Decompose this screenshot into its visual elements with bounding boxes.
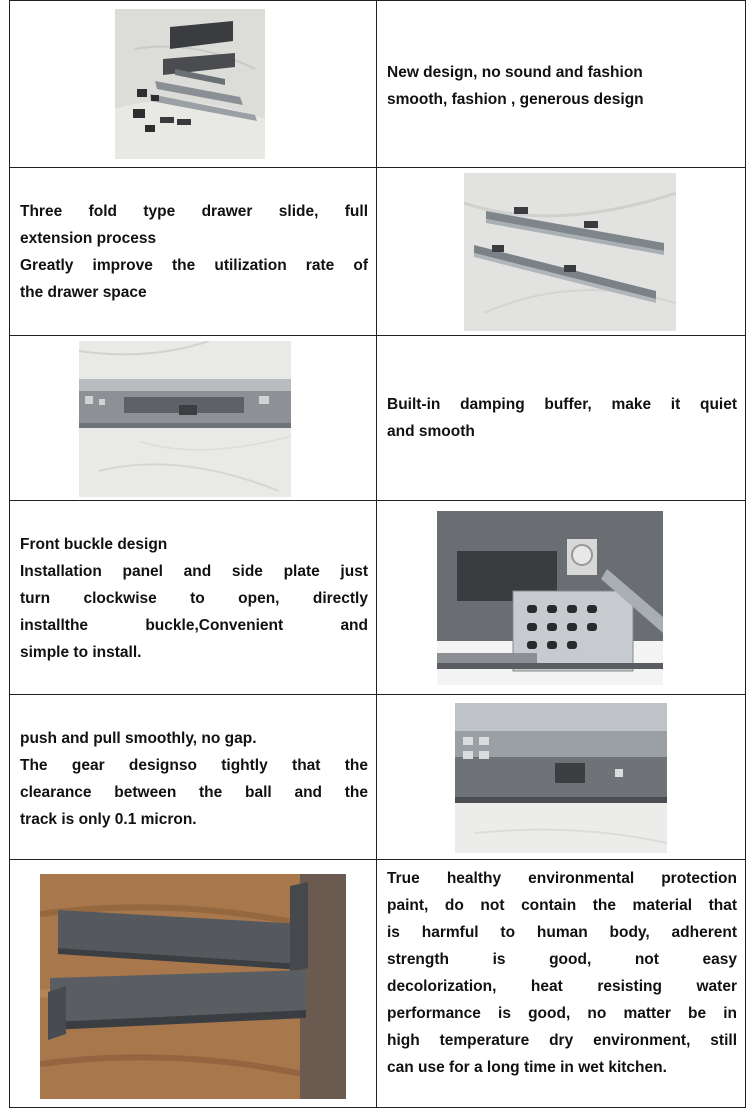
front-buckle-photo <box>437 511 663 685</box>
image-cell-6 <box>10 860 377 1107</box>
feature-text-line: the drawer space <box>20 284 147 301</box>
feature-text-line: push and pull smoothly, no gap. <box>20 730 257 747</box>
image-cell-1 <box>10 1 377 167</box>
feature-row-2 <box>10 168 745 336</box>
image-cell-5 <box>377 695 745 859</box>
feature-text-line: decolorization, heat resisting water <box>387 978 737 995</box>
feature-text-line: turn clockwise to open, directly <box>20 590 368 607</box>
feature-text-line: Greatly improve the utilization rate of <box>20 257 368 274</box>
text-cell-5 <box>10 695 377 859</box>
text-cell-1 <box>377 1 745 167</box>
feature-text-line: can use for a long time in wet kitchen. <box>387 1059 667 1076</box>
feature-text-line: Installation panel and side plate just <box>20 563 368 580</box>
painted-drawer-sides-photo <box>40 874 346 1099</box>
feature-text-line: track is only 0.1 micron. <box>20 811 197 828</box>
feature-row-6 <box>10 860 745 1107</box>
text-cell-4 <box>10 501 377 694</box>
feature-row-3 <box>10 336 745 501</box>
gear-track-photo <box>455 703 667 853</box>
feature-text-line: performance is good, no matter be in <box>387 1005 737 1022</box>
drawer-slide-rails-photo <box>464 173 676 331</box>
feature-text-line: New design, no sound and fashion <box>387 64 643 81</box>
text-cell-3 <box>377 336 745 500</box>
feature-text-line: Built-in damping buffer, make it quiet <box>387 396 737 413</box>
feature-text-line: Front buckle design <box>20 536 168 553</box>
text-cell-2 <box>10 168 377 335</box>
feature-text-line: installthe buckle,Convenient and <box>20 617 368 634</box>
feature-text-line: is harmful to human body, adherent <box>387 924 737 941</box>
feature-row-4 <box>10 501 745 695</box>
feature-row-5 <box>10 695 745 860</box>
feature-text-line: Three fold type drawer slide, full <box>20 203 368 220</box>
image-cell-4 <box>377 501 745 694</box>
damping-buffer-photo <box>79 341 291 497</box>
feature-text-line: high temperature dry environment, still <box>387 1032 737 1049</box>
feature-text-line: strength is good, not easy <box>387 951 737 968</box>
feature-text-line: clearance between the ball and the <box>20 784 368 801</box>
feature-table <box>9 0 746 1108</box>
text-cell-6 <box>377 860 745 1107</box>
feature-text-line: smooth, fashion , generous design <box>387 91 644 108</box>
feature-text-line: simple to install. <box>20 644 142 661</box>
feature-row-1 <box>10 1 745 168</box>
feature-text-line: True healthy environmental protection <box>387 870 737 887</box>
feature-text-line: The gear designso tightly that the <box>20 757 368 774</box>
drawer-kit-photo <box>115 9 265 159</box>
feature-text-line: extension process <box>20 230 157 247</box>
feature-text-line: paint, do not contain the material that <box>387 897 737 914</box>
image-cell-2 <box>377 168 745 335</box>
feature-text-line: and smooth <box>387 423 475 440</box>
image-cell-3 <box>10 336 377 500</box>
